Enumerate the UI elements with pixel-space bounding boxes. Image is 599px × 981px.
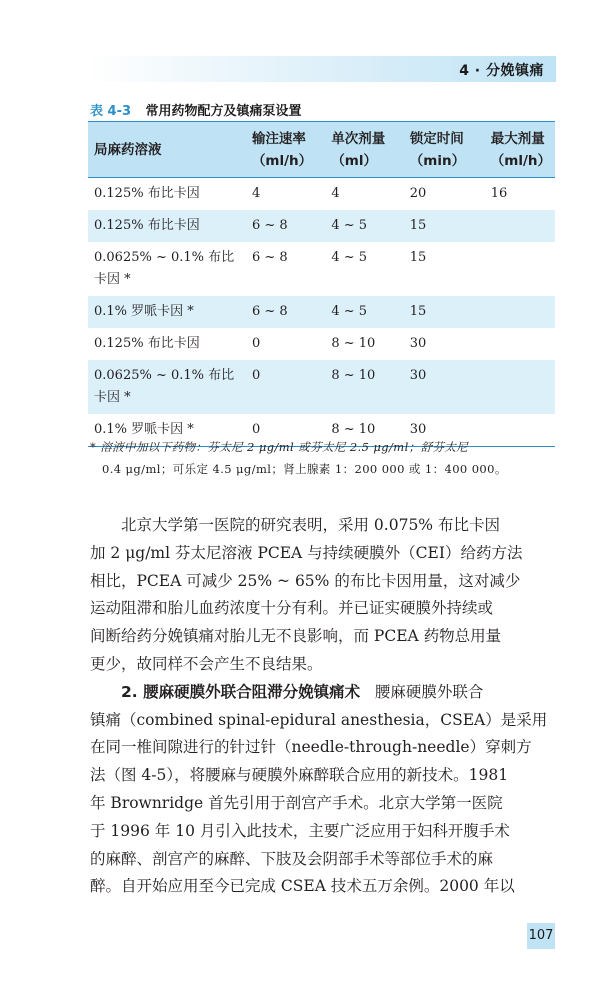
cell-solution: 0.0625% ~ 0.1% 布比卡因 * [94,250,235,287]
drug-settings-table [88,121,555,447]
cell-lockout: 30 [409,336,427,351]
cell-solution: 0.1% 罗哌卡因 * [94,304,194,319]
cell-rate: 6 ~ 8 [251,250,288,265]
text-line: 运动阻滞和胎儿血药浓度十分有利。并已证实硬膜外持续或 [90,599,494,618]
table-header-row [88,122,555,178]
section-heading-line [90,679,556,707]
cell-max [485,360,555,414]
cell-rate: 6 ~ 8 [251,304,288,319]
cell-max [485,328,555,360]
cell-rate: 6 ~ 8 [251,218,288,233]
text-line: 北京大学第一医院的研究表明，采用 0.075% 布比卡因 [121,516,500,534]
cell-dose: 8 ~ 10 [331,336,376,351]
cell-max: 16 [490,186,508,201]
cell-lockout: 30 [404,414,485,447]
cell-max [485,296,555,328]
cell-lockout: 30 [409,368,427,383]
table-title: 常用药物配方及镇痛泵设置 [145,104,302,119]
header-bolus-dose: 单次剂量 （ml） [325,122,403,178]
page-number: 107 [527,923,555,949]
cell-max [485,242,555,296]
text-line: 于 1996 年 10 月引入此技术，主要广泛应用于妇科开腹手术 [90,821,510,840]
text-line: 醉。自开始应用至今已完成 CSEA 技术五万余例。2000 年以 [90,877,515,896]
cell-solution: 0.125% 布比卡因 [94,218,200,233]
cell-dose: 8 ~ 10 [325,414,403,447]
text-line: 在同一椎间隙进行的针过针（needle-through-needle）穿刺方 [90,738,532,757]
header-max-dose: 最大剂量 （ml/h） [485,122,555,178]
table-row [88,210,555,242]
table-row [88,296,555,328]
table-footnote [90,436,556,480]
text-fragment: 腰麻硬膜外联合 [374,682,484,701]
cell-dose: 8 ~ 10 [331,368,376,383]
cell-dose: 4 [331,186,340,201]
footnote-line: * 溶液中加以下药物：芬太尼 2 μg/ml 或芬太尼 2.5 μg/ml；舒芬太尼 [90,440,469,454]
section-title: 4 · 分娩镇痛 [459,63,544,79]
table-row [88,328,555,360]
cell-lockout: 15 [409,250,427,265]
cell-lockout: 15 [409,304,427,319]
table-number: 表 4-3 [90,104,132,119]
text-line: 加 2 μg/ml 芬太尼溶液 PCEA 与持续硬膜外（CEI）给药方法 [90,543,523,562]
table-caption [90,100,302,119]
cell-dose: 4 ~ 5 [331,250,368,265]
header-lockout-time: 锁定时间 （min） [404,122,485,178]
text-line: 镇痛（combined spinal-epidural anesthesia，CSEA）是采用 [90,710,548,729]
footnote-line: 0.4 μg/ml；可乐定 4.5 μg/ml；肾上腺素 1：200 000 或 1：400 000。 [102,462,507,476]
header-infusion-rate: 输注速率 （ml/h） [246,122,325,178]
cell-solution: 0.0625% ~ 0.1% 布比卡因 * [94,368,235,405]
cell-solution: 0.125% 布比卡因 [94,336,200,351]
cell-solution: 0.1% 罗哌卡因 * [88,414,246,447]
section-heading: 2. 腰麻硬膜外联合阻滞分娩镇痛术 [121,682,361,701]
header-solution: 局麻药溶液 [88,122,246,178]
text-line: 的麻醉、剖宫产的麻醉、下肢及会阴部手术等部位手术的麻 [90,849,494,868]
text-line: 更少，故同样不会产生不良结果。 [90,654,323,673]
cell-dose: 4 ~ 5 [331,304,368,319]
cell-max [485,210,555,242]
cell-rate: 4 [251,186,261,201]
cell-lockout: 15 [409,218,427,233]
cell-rate: 0 [251,368,261,383]
cell-dose: 4 ~ 5 [331,218,368,233]
text-line: 相比，PCEA 可减少 25% ~ 65% 的布比卡因用量，这对减少 [90,571,521,590]
table-row [88,360,555,414]
cell-solution: 0.125% 布比卡因 [94,186,200,201]
cell-lockout: 20 [409,186,427,201]
text-line: 间断给药分娩镇痛对胎儿无不良影响，而 PCEA 药物总用量 [90,627,502,646]
table-row [88,242,555,296]
running-header [88,56,556,82]
cell-rate: 0 [246,414,325,447]
cell-rate: 0 [251,336,261,351]
text-line: 法（图 4-5），将腰麻与硬膜外麻醉联合应用的新技术。1981 [90,766,509,785]
table-row [88,178,555,211]
body-text [90,512,556,901]
text-line: 年 Brownridge 首先引用于剖宫产手术。北京大学第一医院 [90,793,503,812]
